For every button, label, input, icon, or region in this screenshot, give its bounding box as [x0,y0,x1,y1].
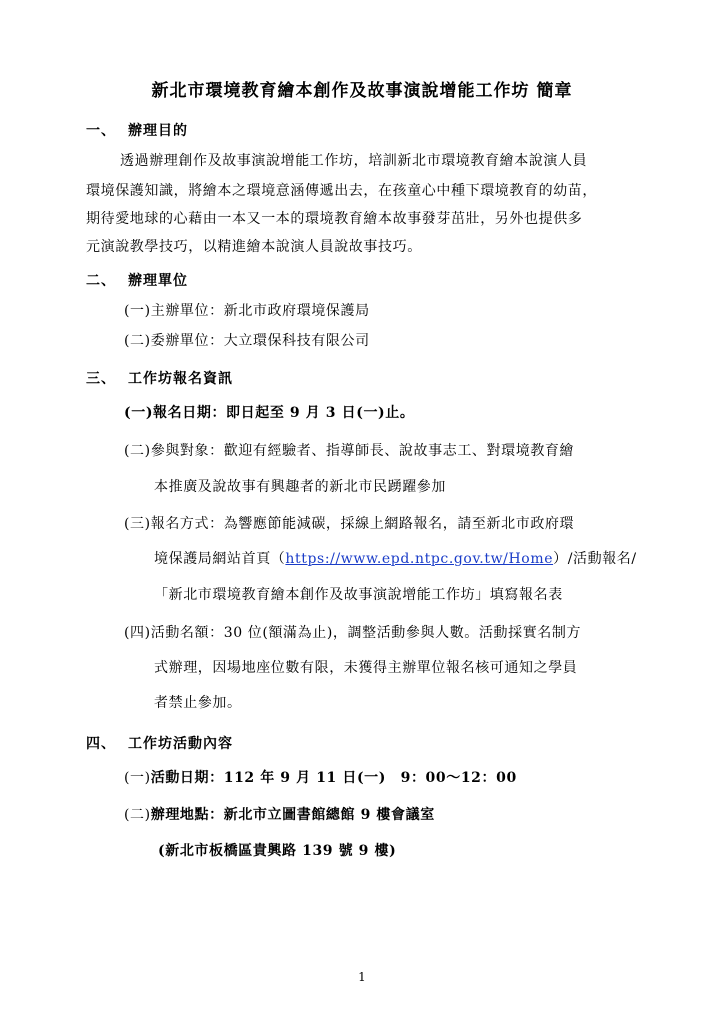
participants-line-2: 本推廣及說故事有興趣者的新北市民踴躍參加 [154,479,446,495]
registration-method-suffix: ）/活動報名/ [553,551,637,567]
section-2-number: 二、 [86,273,116,289]
section-3-heading: 工作坊報名資訊 [128,371,233,387]
contractor-item: (二)委辦單位：大立環保科技有限公司 [124,333,370,349]
event-date-item [124,767,517,787]
venue-item [124,804,435,824]
venue-address: (新北市板橋區貴興路 139 號 9 樓) [158,843,397,859]
quota-line-3: 者禁止參加。 [154,695,242,711]
section-4-heading: 工作坊活動內容 [128,736,233,752]
section-1-line-1: 透過辦理創作及故事演說增能工作坊，培訓新北市環境教育繪本說演人員 [120,153,588,169]
venue-text: 辦理地點：新北市立圖書館總館 9 樓會議室 [150,807,435,823]
section-1-line-2: 環境保護知識，將繪本之環境意涵傳遞出去，在孩童心中種下環境教育的幼苗， [86,183,597,199]
section-2-heading: 辦理單位 [128,273,188,289]
document-title: 新北市環境教育繪本創作及故事演說增能工作坊 簡章 [151,81,573,101]
venue-label: (二) [124,807,151,823]
section-1-heading: 辦理目的 [128,123,188,139]
event-date-text: 活動日期：112 年 9 月 11 日(一) 9：00～12：00 [150,770,517,786]
registration-method-line-1: (三)報名方式：為響應節能減碳，採線上網路報名，請至新北市政府環 [124,516,575,532]
quota-line-2: 式辦理，因場地座位數有限，未獲得主辦單位報名核可通知之學員 [154,660,578,676]
registration-method-line-2 [154,548,637,568]
registration-method-prefix: 境保護局網站首頁（ [154,551,286,567]
registration-date-item: (一)報名日期：即日起至 9 月 3 日(一)止。 [124,405,415,421]
section-1-line-3: 期待愛地球的心藉由一本又一本的環境教育繪本故事發芽茁壯，另外也提供多 [86,211,583,227]
organizer-item: (一)主辦單位：新北市政府環境保護局 [124,303,370,319]
quota-line-1: (四)活動名額：30 位(額滿為止)，調整活動參與人數。活動採實名制方 [124,625,582,641]
event-date-label: (一) [124,770,151,786]
section-1-line-4: 元演說教學技巧，以精進繪本說演人員說故事技巧。 [86,239,422,255]
participants-line-1: (二)參與對象：歡迎有經驗者、指導師長、說故事志工、對環境教育繪 [124,443,575,459]
section-3-number: 三、 [86,371,116,387]
registration-method-line-3: 「新北市環境教育繪本創作及故事演說增能工作坊」填寫報名表 [154,587,563,603]
epd-home-link[interactable]: https://www.epd.ntpc.gov.tw/Home [285,551,554,567]
section-1-number: 一、 [86,123,116,139]
page-number: 1 [358,970,366,984]
section-4-number: 四、 [86,736,116,752]
